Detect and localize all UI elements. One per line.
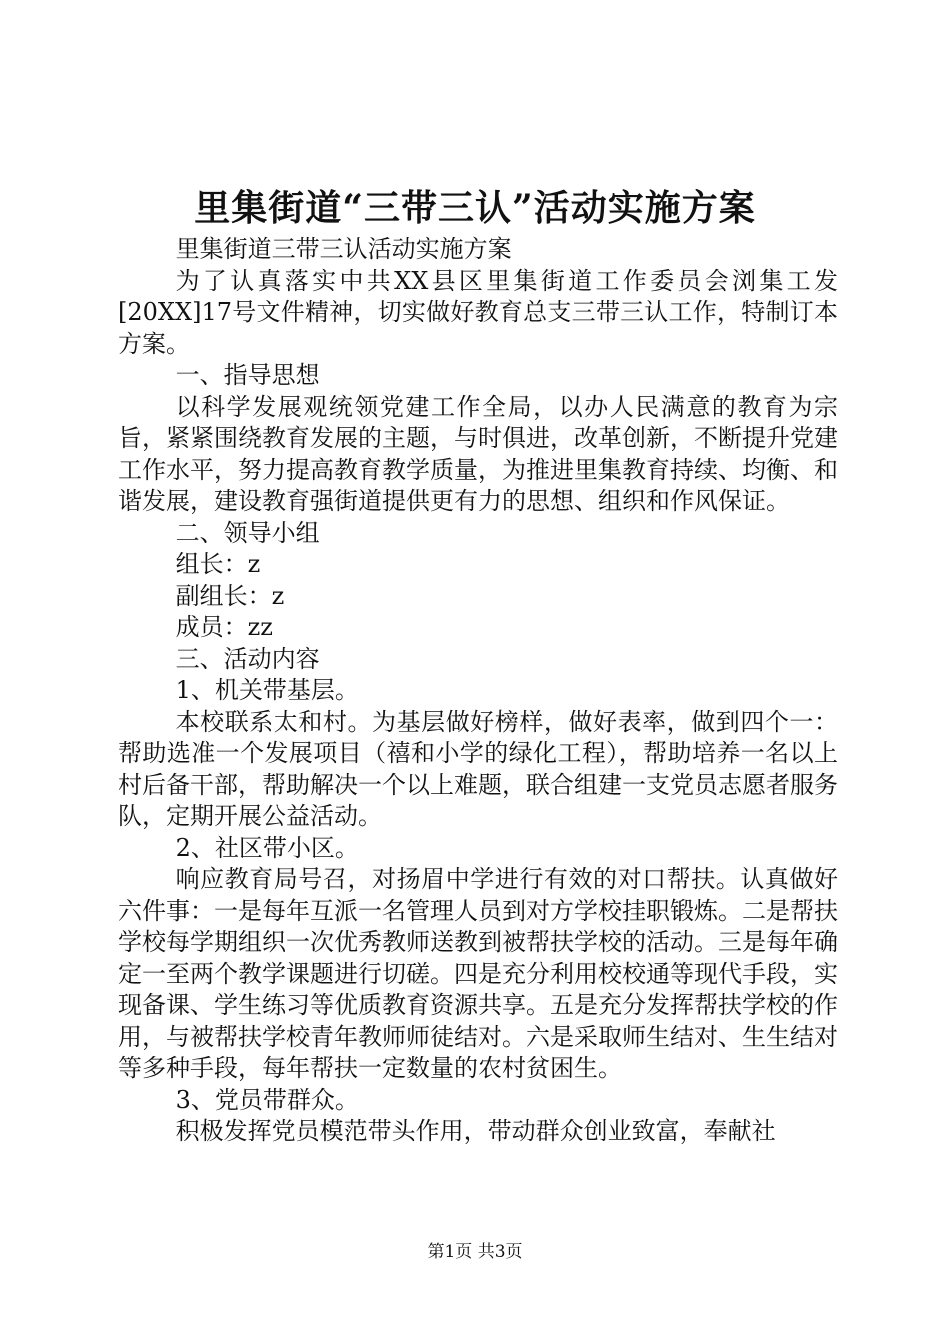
group-leader-line: 组长：z: [175, 550, 261, 578]
members-lead-masses-paragraph: 积极发挥党员模范带头作用，带动群众创业致富，奉献社: [175, 1117, 776, 1145]
community-lead-neighborhood-paragraph: 响应教育局号召，对扬眉中学进行有效的对口帮扶。认真做好六件事：一是每年互派一名管理人员到对方学校挂职锻炼。二是帮扶学校每学期组织一次优秀教师送教到被帮扶学校的活动。三是每年确定一至两个教学课题进行切磋。四是充分利用校校通等现代手段，实现备课、学生练习等优质教育资源共享。五是充分发挥帮扶学校的作用，与被帮扶学校青年教师师徒结对。六是采取师生结对、生生结对等多种手段，每年帮扶一定数量的农村贫困生。: [118, 865, 838, 1082]
document-body: [118, 234, 838, 1148]
subtitle-paragraph: 里集街道三带三认活动实施方案: [175, 235, 512, 263]
section-heading-activity-content: 三、活动内容: [175, 644, 320, 673]
subheading-organs-lead-grassroots: 1、机关带基层。: [175, 676, 359, 704]
members-line: 成员：zz: [175, 613, 273, 641]
guiding-thought-paragraph: 以科学发展观统领党建工作全局，以办人民满意的教育为宗旨，紧紧围绕教育发展的主题，与时俱进，改革创新，不断提升党建工作水平，努力提高教育教学质量，为推进里集教育持续、均衡、和谐发展，建设教育强街道提供更有力的思想、组织和作风保证。: [118, 392, 838, 515]
document-title: 里集街道“三带三认”活动实施方案: [194, 187, 756, 229]
deputy-leader-line: 副组长：z: [175, 581, 285, 610]
subheading-community-lead-neighborhood: 2、社区带小区。: [175, 833, 359, 862]
organs-lead-grassroots-paragraph: 本校联系太和村。为基层做好榜样，做好表率，做到四个一：帮助选准一个发展项目（禧和小学的绿化工程），帮助培养一名以上村后备干部，帮助解决一个以上难题，联合组建一支党员志愿者服务队，定期开展公益活动。: [118, 707, 838, 830]
intro-paragraph: 为了认真落实中共XX县区里集街道工作委员会浏集工发[20XX]17号文件精神，切实做好教育总支三带三认工作，特制订本方案。: [118, 266, 838, 358]
subheading-members-lead-masses: 3、党员带群众。: [175, 1085, 359, 1114]
section-heading-guiding-thought: 一、指导思想: [175, 361, 320, 389]
section-heading-leadership-group: 二、领导小组: [175, 518, 320, 547]
page-number-footer: 第1页 共3页: [427, 1242, 523, 1262]
